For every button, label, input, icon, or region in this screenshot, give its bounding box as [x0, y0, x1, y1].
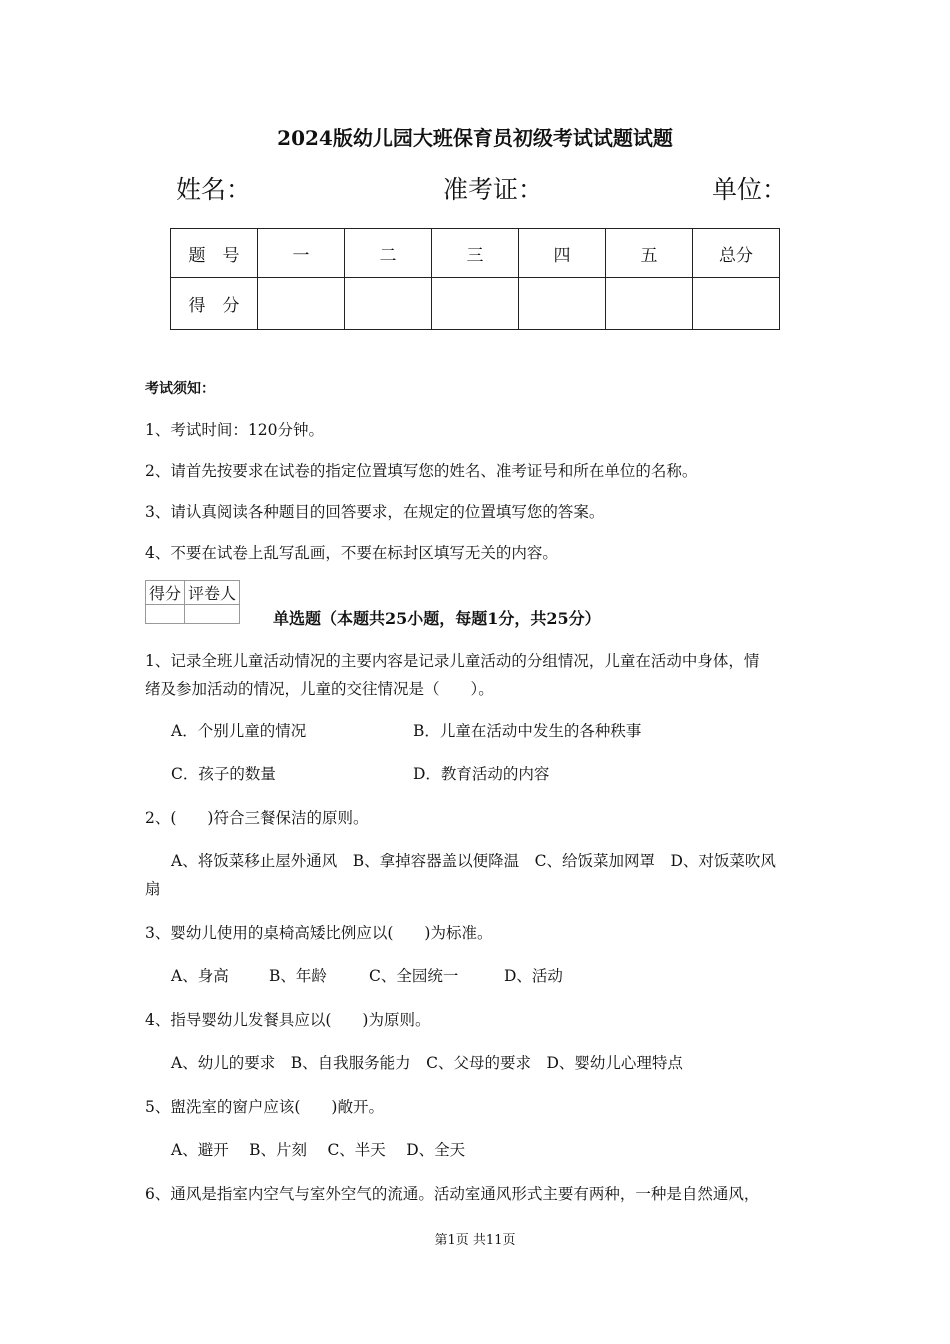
question-1-line-2: 绪及参加活动的情况，儿童的交往情况是（ ）。: [145, 680, 494, 698]
name-field-label: 姓名：: [176, 175, 252, 204]
grader-score-cell[interactable]: [146, 605, 185, 624]
grader-score-label: 得分: [146, 581, 185, 605]
question-5: 5、盥洗室的窗户应该( )敞开。: [145, 1098, 384, 1116]
score-table-header-row: [171, 229, 780, 278]
page-footer: 第1页 共11页: [434, 1233, 516, 1248]
score-header-cell: 一: [258, 229, 345, 278]
score-table-score-row: [171, 278, 780, 330]
score-header-cell: 三: [432, 229, 519, 278]
question-1-option-b: B．儿童在活动中发生的各种秩事: [413, 722, 642, 740]
unit-field-label: 单位：: [712, 175, 788, 204]
score-header-cell: 题 号: [171, 229, 258, 278]
question-5-options: A、避开 B、片刻 C、半天 D、全天: [171, 1141, 466, 1159]
score-cell[interactable]: [606, 278, 693, 330]
score-header-cell: 四: [519, 229, 606, 278]
score-row-label: 得 分: [171, 278, 258, 330]
question-1-option-a: A．个别儿童的情况: [171, 722, 307, 740]
grader-name-label: 评卷人: [185, 581, 240, 605]
grader-header-row: [146, 581, 240, 605]
question-3-option-a: A、身高: [171, 967, 229, 985]
section-title: 单选题（本题共25小题，每题1分，共25分）: [273, 609, 601, 628]
score-header-cell: 总分: [693, 229, 780, 278]
question-1-option-d: D．教育活动的内容: [413, 765, 550, 783]
score-cell[interactable]: [345, 278, 432, 330]
question-1-option-c: C．孩子的数量: [171, 765, 276, 783]
grader-name-cell[interactable]: [185, 605, 240, 624]
question-2-options-line-2: 扇: [145, 880, 161, 898]
question-4: 4、指导婴幼儿发餐具应以( )为原则。: [145, 1011, 431, 1029]
grader-input-row: [146, 605, 240, 624]
grader-box: [145, 580, 240, 624]
question-6-line-1: 6、通风是指室内空气与室外空气的流通。活动室通风形式主要有两种，一种是自然通风，: [145, 1185, 760, 1203]
score-cell[interactable]: [258, 278, 345, 330]
notice-item: 1、考试时间：120分钟。: [145, 421, 324, 439]
question-2: 2、( )符合三餐保洁的原则。: [145, 809, 369, 827]
question-2-options-line-1: A、将饭菜移止屋外通风 B、拿掉容器盖以便降温 C、给饭菜加网罩 D、对饭菜吹风: [171, 852, 776, 870]
score-cell[interactable]: [432, 278, 519, 330]
document-title: 2024版幼儿园大班保育员初级考试试题试题: [277, 126, 673, 150]
score-header-cell: 五: [606, 229, 693, 278]
notice-item: 2、请首先按要求在试卷的指定位置填写您的姓名、准考证号和所在单位的名称。: [145, 462, 698, 480]
score-cell[interactable]: [519, 278, 606, 330]
exam-id-field-label: 准考证：: [443, 175, 544, 204]
question-1-line-1: 1、记录全班儿童活动情况的主要内容是记录儿童活动的分组情况，儿童在活动中身体，情: [145, 652, 760, 670]
question-3-option-b: B、年龄: [269, 967, 327, 985]
question-3: 3、婴幼儿使用的桌椅高矮比例应以( )为标准。: [145, 924, 493, 942]
question-3-option-c: C、全园统一: [369, 967, 459, 985]
score-cell[interactable]: [693, 278, 780, 330]
question-4-options: A、幼儿的要求 B、自我服务能力 C、父母的要求 D、婴幼儿心理特点: [171, 1054, 683, 1072]
notice-item: 3、请认真阅读各种题目的回答要求，在规定的位置填写您的答案。: [145, 503, 605, 521]
notice-heading: 考试须知：: [145, 381, 215, 397]
score-header-cell: 二: [345, 229, 432, 278]
question-3-option-d: D、活动: [504, 967, 563, 985]
score-table: [170, 228, 780, 330]
notice-item: 4、不要在试卷上乱写乱画，不要在标封区填写无关的内容。: [145, 544, 558, 562]
